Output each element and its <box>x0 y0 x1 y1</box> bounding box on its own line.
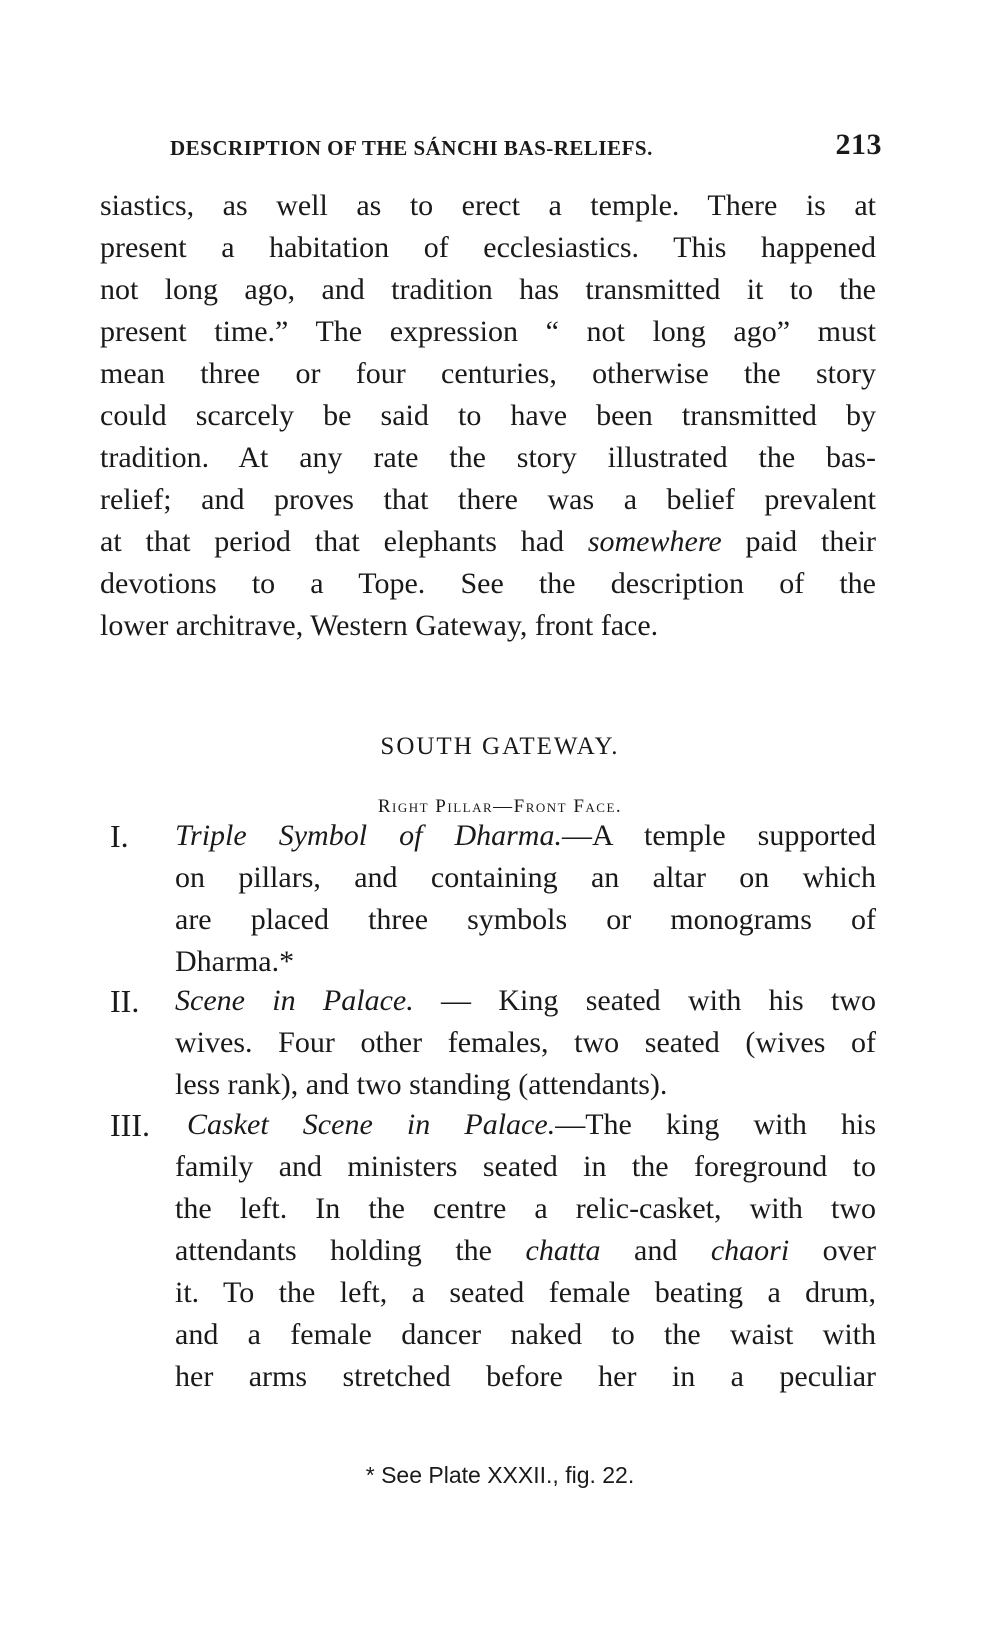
italic-term: chatta <box>525 1234 601 1267</box>
list-item <box>100 980 876 1110</box>
paragraph-line: could scarcely be said to have been transmitted by <box>100 399 876 432</box>
item-line: on pillars, and containing an altar on which <box>175 861 876 894</box>
paragraph-line: tradition. At any rate the story illustrated the bas- <box>100 441 876 474</box>
paragraph-line <box>100 521 876 563</box>
paragraph-line: mean three or four centuries, otherwise the story <box>100 357 876 390</box>
item-line: wives. Four other females, two seated (wives of <box>175 1026 876 1059</box>
running-head <box>170 128 882 168</box>
item-line <box>187 1104 876 1146</box>
line-text: — King seated with his two <box>413 984 876 1017</box>
paragraph-line: not long ago, and tradition has transmitted it to the <box>100 273 876 306</box>
line-text: and <box>600 1234 711 1267</box>
section-title: SOUTH GATEWAY. <box>380 733 620 760</box>
item-line: it. To the left, a seated female beating a drum, <box>175 1276 876 1309</box>
item-title: Casket Scene in Palace. <box>187 1108 556 1141</box>
item-title: Triple Symbol of Dharma. <box>175 819 562 852</box>
item-numeral: I. <box>110 818 129 854</box>
item-line <box>175 1230 876 1272</box>
paragraph-line: present time.” The expression “ not long ago” must <box>100 315 876 348</box>
item-line: Dharma.* <box>175 945 295 978</box>
page-number: 213 <box>835 128 882 161</box>
item-line: less rank), and two standing (attendants). <box>175 1068 668 1101</box>
paragraph-line: present a habitation of ecclesiastics. This happened <box>100 231 876 264</box>
list-item <box>100 1104 876 1404</box>
line-text: over <box>789 1234 876 1267</box>
list-item <box>100 815 876 985</box>
item-line: family and ministers seated in the foreground to <box>175 1150 876 1183</box>
paragraph-line: devotions to a Tope. See the description of the <box>100 567 876 600</box>
italic-term: somewhere <box>587 525 722 558</box>
paragraph-line: lower architrave, Western Gateway, front face. <box>100 609 659 642</box>
line-text: —A temple supported <box>561 819 876 852</box>
line-text: attendants holding the <box>175 1234 526 1267</box>
item-line: are placed three symbols or monograms of <box>175 903 876 936</box>
item-line <box>175 980 876 1022</box>
item-numeral: II. <box>110 983 140 1019</box>
paragraph-line: relief; and proves that there was a belief prevalent <box>100 483 876 516</box>
line-text: —The king with his <box>555 1108 876 1141</box>
item-line: and a female dancer naked to the waist with <box>175 1318 876 1351</box>
subsection-title: Right Pillar—Front Face. <box>377 796 623 817</box>
line-text: at that period that elephants had <box>100 525 588 558</box>
paragraph-line: siastics, as well as to erect a temple. There is at <box>100 189 876 222</box>
item-numeral: III. <box>110 1107 150 1143</box>
footnote: * See Plate XXXII., fig. 22. <box>365 1462 635 1488</box>
italic-term: chaori <box>710 1234 790 1267</box>
opening-paragraph <box>100 185 876 647</box>
running-head-title: DESCRIPTION OF THE SÁNCHI BAS-RELIEFS. <box>170 136 653 160</box>
item-line: the left. In the centre a relic-casket, with two <box>175 1192 876 1225</box>
item-body <box>175 980 876 1106</box>
item-line: her arms stretched before her in a peculiar <box>175 1360 876 1393</box>
item-body <box>175 1104 876 1398</box>
line-text: paid their <box>721 525 876 558</box>
item-line <box>175 815 876 857</box>
item-body <box>175 815 876 983</box>
item-title: Scene in Palace. <box>175 984 414 1017</box>
